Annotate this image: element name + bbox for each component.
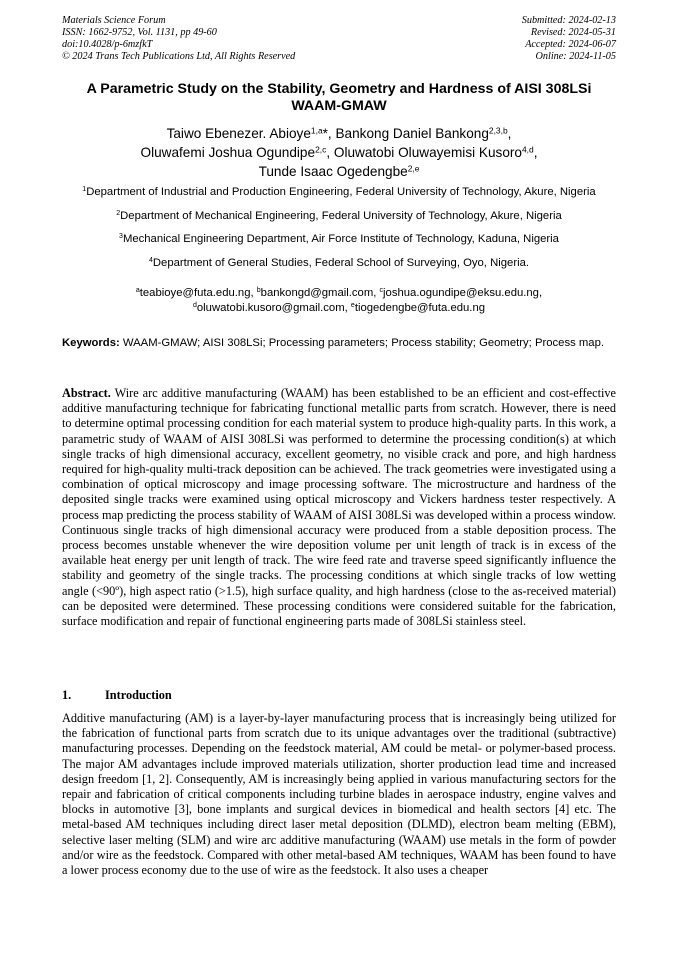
header-right [522, 15, 616, 63]
affiliation: $^2$Department of Mechanical Engineering, Federal University of Technology, Akure, Nigeria [116, 209, 562, 222]
author-name: Taiwo Ebenezer. Abioye [166, 126, 311, 141]
author-name: Oluwafemi Joshua Ogundipe [140, 145, 316, 160]
journal-name: Materials Science Forum [62, 15, 166, 26]
abstract-text: Wire arc additive manufacturing (WAAM) has been established to be an efficient and cost-effective additive manufacturing technique for fabricating functional metallic parts from scratch. However, there is need to determine optimal processing condition for each material system to produce high-quality parts. In this work, a parametric study of WAAM of AISI 308LSi was performed to determine the processing condition(s) at which single tracks of high dimensional accuracy, excellent geometry, no visible crack and pore, and high hardness required for high-quality multi-track deposition can be achieved. The track geometries were investigated using a combination of optical microscopy and image processing software. The microstructure and hardness of the deposited single tracks were examined using optical microscopy and Vickers hardness tester respectively. A process map predicting the process stability of WAAM of AISI 308LSi was developed within a process window. Continuous single tracks of high dimensional accuracy were produced from a stable deposition process. The process becomes unstable whenever the wire deposition volume per unit length of track is in excess of the available heat energy per unit length of track. The wire feed rate and traverse speed significantly influence the stability and geometry of the single tracks. The processing conditions at which single tracks of low wetting angle (<90º), high aspect ratio (>1.5), high surface quality, and high hardness (close to the as-received material) can be deposited were determined. These processing conditions were considered suitable for the fabrication, surface modification and repair of functional engineering parts made of 308LSi stainless steel. [62, 386, 617, 629]
section-heading [62, 688, 616, 703]
section-title: Introduction [105, 688, 172, 702]
author-affiliation-marker: 4,d [522, 144, 534, 155]
email-link[interactable]: oluwatobi.kusoro@gmail.com [196, 301, 345, 314]
submitted-date: Submitted: 2024-02-13 [521, 15, 616, 26]
author [259, 164, 420, 179]
email-link[interactable]: teabioye@futa.edu.ng [139, 287, 251, 299]
paper-title: A Parametric Study on the Stability, Geometry and Hardness of AISI 308LSi WAAM-GMAW [86, 81, 592, 114]
author-affiliation-marker: 2,e [407, 163, 420, 174]
author-name: Oluwatobi Oluwayemisi Kusoro [333, 145, 522, 160]
affiliation: $^4$Department of General Studies, Federal School of Surveying, Oyo, Nigeria. [148, 256, 530, 269]
section-number: 1. [62, 688, 72, 702]
author-list [62, 124, 616, 181]
author-affiliation-marker: 2,c [315, 144, 327, 155]
keywords [62, 336, 616, 350]
header-left [62, 15, 295, 63]
email-link[interactable]: joshua.ogundipe@eksu.edu.ng [383, 287, 539, 299]
affiliation-list [62, 185, 616, 279]
author-affiliation-marker: 1,a [310, 125, 323, 136]
email-link[interactable]: tiogedengbe@futa.edu.ng [354, 301, 486, 314]
doi-line[interactable]: doi:10.4028/p-6mzfkT [62, 39, 153, 50]
keywords-label: Keywords: [62, 337, 120, 349]
online-date: Online: 2024-11-05 [535, 51, 616, 62]
abstract [62, 386, 616, 629]
author-affiliation-marker: 2,3,b [488, 125, 508, 136]
affiliation: $^1$Department of Industrial and Production Engineering, Federal University of Technology, Akure, Nigeria [82, 186, 596, 198]
issn-line: ISSN: 1662-9752, Vol. 1131, pp 49-60 [62, 27, 217, 38]
email-link[interactable]: bankongd@gmail.com [260, 287, 374, 299]
affiliation: $^3$Mechanical Engineering Department, Air Force Institute of Technology, Kaduna, Nigeria [119, 233, 559, 245]
email-list: $^a$teabioye@futa.edu.ng, $^b$bankongd@gmail.com, $^c$joshua.ogundipe@eksu.edu.ng, $^d$oluwatobi.kusoro@gmail.com, $^e$tiogedengbe@futa.edu.ng [135, 287, 543, 314]
author-name: Bankong Daniel Bankong [335, 126, 489, 141]
author: Taiwo Ebenezer. Abioye$^{1,a}$*, [166, 125, 336, 141]
author: Bankong Daniel Bankong$^{2,3,b}$, [335, 125, 512, 141]
accepted-date: Accepted: 2024-06-07 [525, 39, 616, 50]
copyright-line: © 2024 Trans Tech Publications Ltd, All Rights Reserved [62, 51, 296, 62]
revised-date: Revised: 2024-05-31 [530, 27, 616, 38]
introduction-paragraph: Additive manufacturing (AM) is a layer-by-layer manufacturing process that is increasingly being utilized for the fabrication of functional parts from scratch due to its unique advantages over the traditional (subtractive) manufacturing processes. Depending on the feedstock material, AM could be metal- or polymer-based process. The major AM advantages include improved materials utilization, shorter production lead time and increased design freedom [1, 2]. Consequently, AM is increasingly being applied in various manufacturing sectors for the repair and fabrication of critical components including turbine blades in aerospace industry, engine valves and blocks in automotive [3], bone implants and surgical devices in biomedical and health sectors [4] etc. The metal-based AM techniques including direct laser metal deposition (DLMD), electron beam melting (EBM), selective laser melting (SLM) and wire arc additive manufacturing (WAAM) use metals in the form of powder and/or wire as the feedstock. Compared with other metal-based AM techniques, WAAM has been found to have a lower process economy due to the use of wire as the feedstock. It also uses a cheaper [62, 711, 616, 878]
author: Oluwatobi Oluwayemisi Kusoro$^{4,d}$, [333, 144, 538, 160]
abstract-label: Abstract. [62, 386, 111, 400]
keywords-text: WAAM-GMAW; AISI 308LSi; Processing parameters; Process stability; Geometry; Process map. [122, 337, 605, 349]
author-name: Tunde Isaac Ogedengbe [258, 164, 408, 179]
author: Oluwafemi Joshua Ogundipe$^{2,c}$, [140, 144, 334, 160]
